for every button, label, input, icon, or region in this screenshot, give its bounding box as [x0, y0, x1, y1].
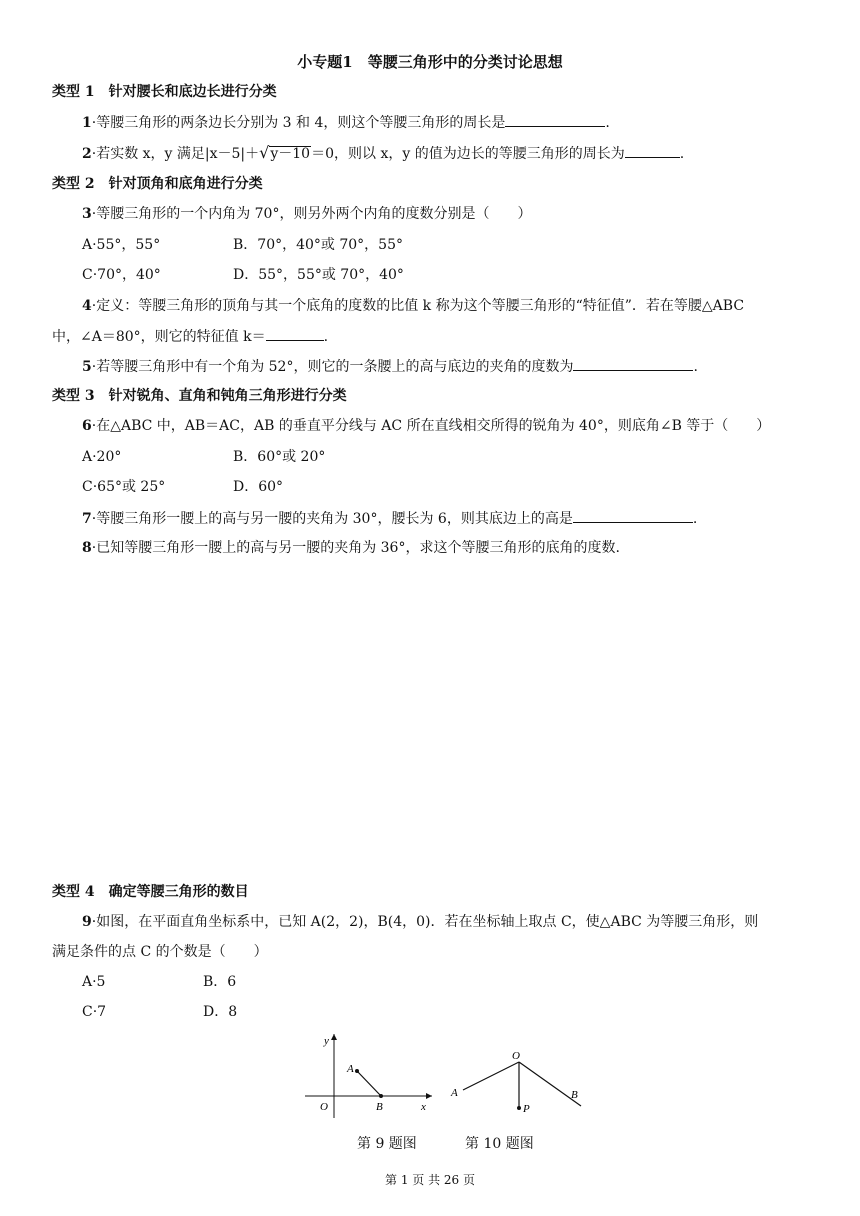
option-c[interactable]: C·70°，40° [82, 267, 161, 283]
label-a: A [451, 1087, 458, 1099]
question-5: 5·若等腰三角形中有一个角为 52°，则它的一条腰上的高与底边的夹角的度数为 . [82, 356, 698, 377]
figure-10-caption: 第 10 题图 [465, 1136, 534, 1152]
question-text: ·等腰三角形的一个内角为 70°，则另外两个内角的度数分别是（ ） [91, 206, 532, 222]
question-text: ·已知等腰三角形一腰上的高与另一腰的夹角为 36°，求这个等腰三角形的底角的度数. [91, 540, 620, 556]
label-y: y [324, 1035, 329, 1047]
question-text-b: ＝0，则以 x，y 的值为边长的等腰三角形的周长为 [311, 146, 625, 162]
question-text: ·若等腰三角形中有一个角为 52°，则它的一条腰上的高与底边的夹角的度数为 [91, 359, 574, 375]
point-a [355, 1069, 359, 1073]
label-p: P [523, 1103, 530, 1115]
question-text-a: ·若实数 x，y 满足|x－5|＋ [91, 146, 260, 162]
option-b[interactable]: B．6 [203, 974, 237, 990]
question-8 [82, 538, 620, 558]
page-title: 小专题1 等腰三角形中的分类讨论思想 [297, 53, 563, 71]
question-2: 2·若实数 x，y 满足|x－5|＋√y－10＝0，则以 x，y 的值为边长的等腰三角形的周长为 . [82, 143, 685, 162]
answer-blank[interactable] [573, 356, 693, 371]
label-a: A [347, 1063, 354, 1075]
question-number: 2 [82, 146, 92, 162]
ray-oa [463, 1062, 519, 1090]
segment-ab [357, 1071, 381, 1096]
answer-blank[interactable] [573, 508, 693, 523]
label-b: B [376, 1101, 383, 1113]
page-footer: 第 1 页 共 26 页 [385, 1173, 475, 1187]
answer-blank[interactable] [266, 326, 324, 341]
figure-10-angle-diagram [448, 1044, 588, 1120]
section-heading-type4: 类型 4 确定等腰三角形的数目 [52, 884, 249, 900]
option-d[interactable]: D．60° [233, 479, 284, 495]
point-b [379, 1094, 383, 1098]
question-9 [82, 912, 758, 932]
option-b[interactable]: B．70°，40°或 70°，55° [233, 237, 403, 253]
option-d[interactable]: D．8 [203, 1004, 238, 1020]
label-x: x [421, 1101, 426, 1113]
question-1: 1·等腰三角形的两条边长分别为 3 和 4，则这个等腰三角形的周长是 . [82, 112, 610, 133]
question-7: 7·等腰三角形一腰上的高与另一腰的夹角为 30°，腰长为 6，则其底边上的高是 . [82, 508, 697, 529]
option-b[interactable]: B．60°或 20° [233, 449, 326, 465]
option-a[interactable]: A·5 [82, 974, 106, 990]
question-number: 6 [82, 418, 92, 434]
option-a[interactable]: A·20° [82, 449, 122, 465]
section-heading-type1: 类型 1 针对腰长和底边长进行分类 [52, 84, 277, 100]
label-o: O [512, 1050, 520, 1062]
question-text-line1: ·如图，在平面直角坐标系中，已知 A(2，2)，B(4，0)．若在坐标轴上取点 C，使△ABC 为等腰三角形，则 [91, 914, 759, 930]
question-4 [82, 296, 744, 316]
label-o: O [320, 1101, 328, 1113]
option-c[interactable]: C·65°或 25° [82, 479, 166, 495]
answer-blank[interactable] [625, 143, 680, 158]
question-number: 7 [82, 511, 92, 527]
question-number: 4 [82, 298, 92, 314]
y-axis-arrow [331, 1034, 337, 1040]
option-a[interactable]: A·55°，55° [82, 237, 161, 253]
question-text-line2: 满足条件的点 C 的个数是（ ） [52, 944, 268, 960]
question-number: 5 [82, 359, 92, 375]
question-number: 1 [82, 115, 92, 131]
question-3 [82, 204, 531, 224]
point-p [517, 1106, 521, 1110]
section-heading-type3: 类型 3 针对锐角、直角和钝角三角形进行分类 [52, 388, 347, 404]
question-number: 3 [82, 206, 92, 222]
question-number: 9 [82, 914, 92, 930]
answer-blank[interactable] [505, 112, 605, 127]
question-4-line2: 中，∠A＝80°，则它的特征值 k＝ . [52, 326, 328, 347]
x-axis-arrow [426, 1093, 432, 1099]
option-c[interactable]: C·7 [82, 1004, 107, 1020]
question-text-line1: ·定义：等腰三角形的顶角与其一个底角的度数的比值 k 称为这个等腰三角形的“特征值”．若在等腰△ABC [91, 298, 745, 314]
question-text: ·等腰三角形一腰上的高与另一腰的夹角为 30°，腰长为 6，则其底边上的高是 [91, 511, 573, 527]
figure-9-coordinate-plane [300, 1030, 440, 1120]
option-d[interactable]: D．55°，55°或 70°，40° [233, 267, 404, 283]
sqrt-radicand: y－10 [270, 146, 311, 162]
label-b: B [571, 1089, 578, 1101]
section-heading-type2: 类型 2 针对顶角和底角进行分类 [52, 176, 263, 192]
question-9-line2 [52, 942, 268, 962]
question-number: 8 [82, 540, 92, 556]
question-text: ·在△ABC 中，AB＝AC，AB 的垂直平分线与 AC 所在直线相交所得的锐角为 40°，则底角∠B 等于（ ） [91, 418, 771, 434]
question-text: ·等腰三角形的两条边长分别为 3 和 4，则这个等腰三角形的周长是 [91, 115, 506, 131]
question-6 [82, 416, 770, 436]
question-text-line2: 中，∠A＝80°，则它的特征值 k＝ [52, 329, 266, 345]
figure-9-caption: 第 9 题图 [357, 1136, 417, 1152]
